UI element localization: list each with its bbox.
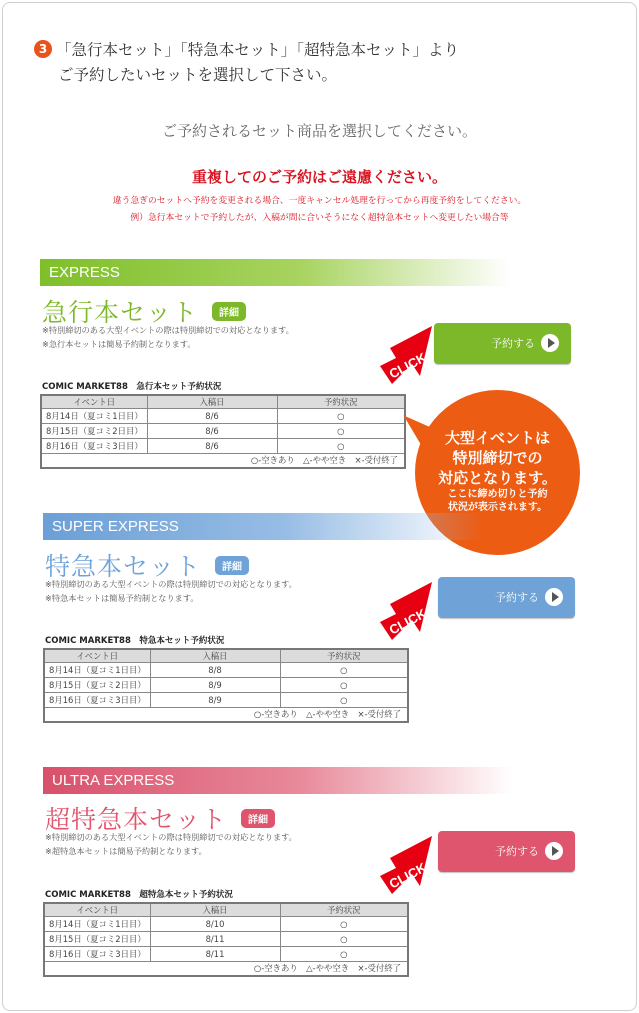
table-legend-row bbox=[41, 454, 405, 468]
cell-deadline: 8/10 bbox=[150, 917, 280, 932]
header-event-date: イベント日 bbox=[44, 903, 150, 917]
cell-event: 8月14日（夏コミ1日目） bbox=[44, 663, 150, 678]
cell-event: 8月15日（夏コミ2日目） bbox=[44, 678, 150, 693]
header-status: 予約状況 bbox=[280, 649, 408, 663]
table-header-row bbox=[41, 395, 405, 409]
super-express-detail-badge[interactable]: 詳細 bbox=[215, 556, 249, 575]
warning-line-2: 例）急行本セットで予約したが、入稿が間に合いそうになく超特急本セットへ変更したい場合等 bbox=[130, 213, 509, 223]
play-arrow-icon bbox=[541, 334, 559, 352]
click-label: CLICK bbox=[386, 349, 429, 382]
super-express-reserve-button[interactable] bbox=[438, 577, 575, 618]
table-row bbox=[41, 409, 405, 424]
status-legend: ○-空きあり △-やや空き ×-受付終了 bbox=[44, 708, 408, 722]
super-express-notes bbox=[45, 577, 297, 605]
status-legend: ○-空きあり △-やや空き ×-受付終了 bbox=[44, 962, 408, 976]
callout-line-5: 状況が表示されます。 bbox=[447, 502, 548, 513]
header-deadline: 入稿日 bbox=[147, 395, 277, 409]
table-row bbox=[44, 678, 408, 693]
cell-event: 8月14日（夏コミ1日目） bbox=[44, 917, 150, 932]
ultra-express-set-name: 超特急本セット bbox=[45, 805, 228, 834]
super-express-status-table bbox=[43, 648, 409, 723]
cell-event: 8月15日（夏コミ2日目） bbox=[41, 424, 147, 439]
header-deadline: 入稿日 bbox=[150, 903, 280, 917]
super-express-note-1: ※特別締切のある大型イベントの際は特別締切での対応となります。 bbox=[45, 579, 297, 589]
table-legend-row bbox=[44, 708, 408, 722]
click-label: CLICK bbox=[386, 859, 429, 892]
express-note-1: ※特別締切のある大型イベントの際は特別締切での対応となります。 bbox=[42, 325, 294, 335]
cell-deadline: 8/9 bbox=[150, 693, 280, 708]
ultra-express-reserve-label: 予約する bbox=[495, 845, 539, 858]
callout-line-3: 対応となります。 bbox=[438, 469, 557, 487]
cell-deadline: 8/6 bbox=[147, 409, 277, 424]
express-notes bbox=[42, 323, 294, 351]
table-row bbox=[44, 932, 408, 947]
play-arrow-icon bbox=[545, 588, 563, 606]
play-arrow-icon bbox=[545, 842, 563, 860]
table-header-row bbox=[44, 649, 408, 663]
table-legend-row bbox=[44, 962, 408, 976]
table-row bbox=[44, 693, 408, 708]
warning-title: 重複してのご予約はご遠慮ください。 bbox=[191, 168, 447, 186]
click-arrow-icon bbox=[372, 574, 442, 646]
cell-deadline: 8/11 bbox=[150, 947, 280, 962]
callout-line-2: 特別締切での bbox=[452, 449, 543, 467]
step-line-1: 「急行本セット」「特急本セット」「超特急本セット」より bbox=[56, 41, 460, 59]
cell-status: ○ bbox=[280, 693, 408, 708]
express-status-table bbox=[40, 394, 406, 469]
select-prompt: ご予約されるセット商品を選択してください。 bbox=[161, 122, 477, 140]
ultra-express-notes bbox=[45, 830, 297, 858]
express-reserve-button[interactable] bbox=[434, 323, 571, 364]
super-express-set-name: 特急本セット bbox=[45, 552, 202, 581]
express-note-2: ※急行本セットは簡易予約制となります。 bbox=[42, 339, 196, 349]
cell-status: ○ bbox=[280, 917, 408, 932]
cell-event: 8月16日（夏コミ3日目） bbox=[41, 439, 147, 454]
cell-deadline: 8/11 bbox=[150, 932, 280, 947]
cell-event: 8月15日（夏コミ2日目） bbox=[44, 932, 150, 947]
cell-deadline: 8/6 bbox=[147, 424, 277, 439]
step-number-badge: 3 bbox=[34, 40, 52, 58]
express-set-name: 急行本セット bbox=[42, 298, 199, 327]
express-detail-badge[interactable]: 詳細 bbox=[212, 302, 246, 321]
ultra-express-reserve-button[interactable] bbox=[438, 831, 575, 872]
ultra-express-table-title: COMIC MARKET88 超特急本セット予約状況 bbox=[45, 890, 233, 900]
cell-deadline: 8/8 bbox=[150, 663, 280, 678]
super-express-table-title: COMIC MARKET88 特急本セット予約状況 bbox=[45, 636, 225, 646]
step-line-2: ご予約したいセットを選択して下さい。 bbox=[58, 66, 338, 84]
cell-event: 8月16日（夏コミ3日目） bbox=[44, 693, 150, 708]
table-header-row bbox=[44, 903, 408, 917]
ultra-express-note-2: ※超特急本セットは簡易予約制となります。 bbox=[45, 846, 207, 856]
status-legend: ○-空きあり △-やや空き ×-受付終了 bbox=[41, 454, 405, 468]
table-row bbox=[44, 917, 408, 932]
cell-event: 8月16日（夏コミ3日目） bbox=[44, 947, 150, 962]
table-row bbox=[41, 424, 405, 439]
step-instruction bbox=[34, 38, 594, 88]
table-row bbox=[44, 663, 408, 678]
cell-status: ○ bbox=[280, 932, 408, 947]
cell-status: ○ bbox=[277, 424, 405, 439]
ultra-express-status-table bbox=[43, 902, 409, 977]
cell-deadline: 8/6 bbox=[147, 439, 277, 454]
express-band: EXPRESS bbox=[40, 259, 510, 286]
express-table-title: COMIC MARKET88 急行本セット予約状況 bbox=[42, 382, 222, 392]
cell-status: ○ bbox=[280, 947, 408, 962]
callout-line-1: 大型イベントは bbox=[444, 429, 550, 447]
ultra-express-detail-badge[interactable]: 詳細 bbox=[241, 809, 275, 828]
click-label: CLICK bbox=[386, 605, 429, 638]
warning-line-1: 違う急ぎのセットへ予約を変更される場合、一度キャンセル処理を行ってから再度予約をしてください。 bbox=[112, 196, 527, 206]
table-row bbox=[41, 439, 405, 454]
click-arrow-icon bbox=[372, 318, 442, 390]
cell-status: ○ bbox=[277, 409, 405, 424]
cell-event: 8月14日（夏コミ1日目） bbox=[41, 409, 147, 424]
cell-status: ○ bbox=[277, 439, 405, 454]
header-status: 予約状況 bbox=[280, 903, 408, 917]
super-express-reserve-label: 予約する bbox=[495, 591, 539, 604]
cell-status: ○ bbox=[280, 678, 408, 693]
header-deadline: 入稿日 bbox=[150, 649, 280, 663]
callout-line-4: ここに締め切りと予約 bbox=[447, 489, 548, 500]
header-event-date: イベント日 bbox=[44, 649, 150, 663]
header-event-date: イベント日 bbox=[41, 395, 147, 409]
super-express-note-2: ※特急本セットは簡易予約制となります。 bbox=[45, 593, 199, 603]
ultra-express-band: ULTRA EXPRESS bbox=[43, 767, 513, 794]
super-express-band: SUPER EXPRESS bbox=[43, 513, 483, 540]
express-reserve-label: 予約する bbox=[491, 337, 535, 350]
header-status: 予約状況 bbox=[277, 395, 405, 409]
cell-deadline: 8/9 bbox=[150, 678, 280, 693]
ultra-express-note-1: ※特別締切のある大型イベントの際は特別締切での対応となります。 bbox=[45, 832, 297, 842]
click-arrow-icon bbox=[372, 828, 442, 900]
table-row bbox=[44, 947, 408, 962]
cell-status: ○ bbox=[280, 663, 408, 678]
